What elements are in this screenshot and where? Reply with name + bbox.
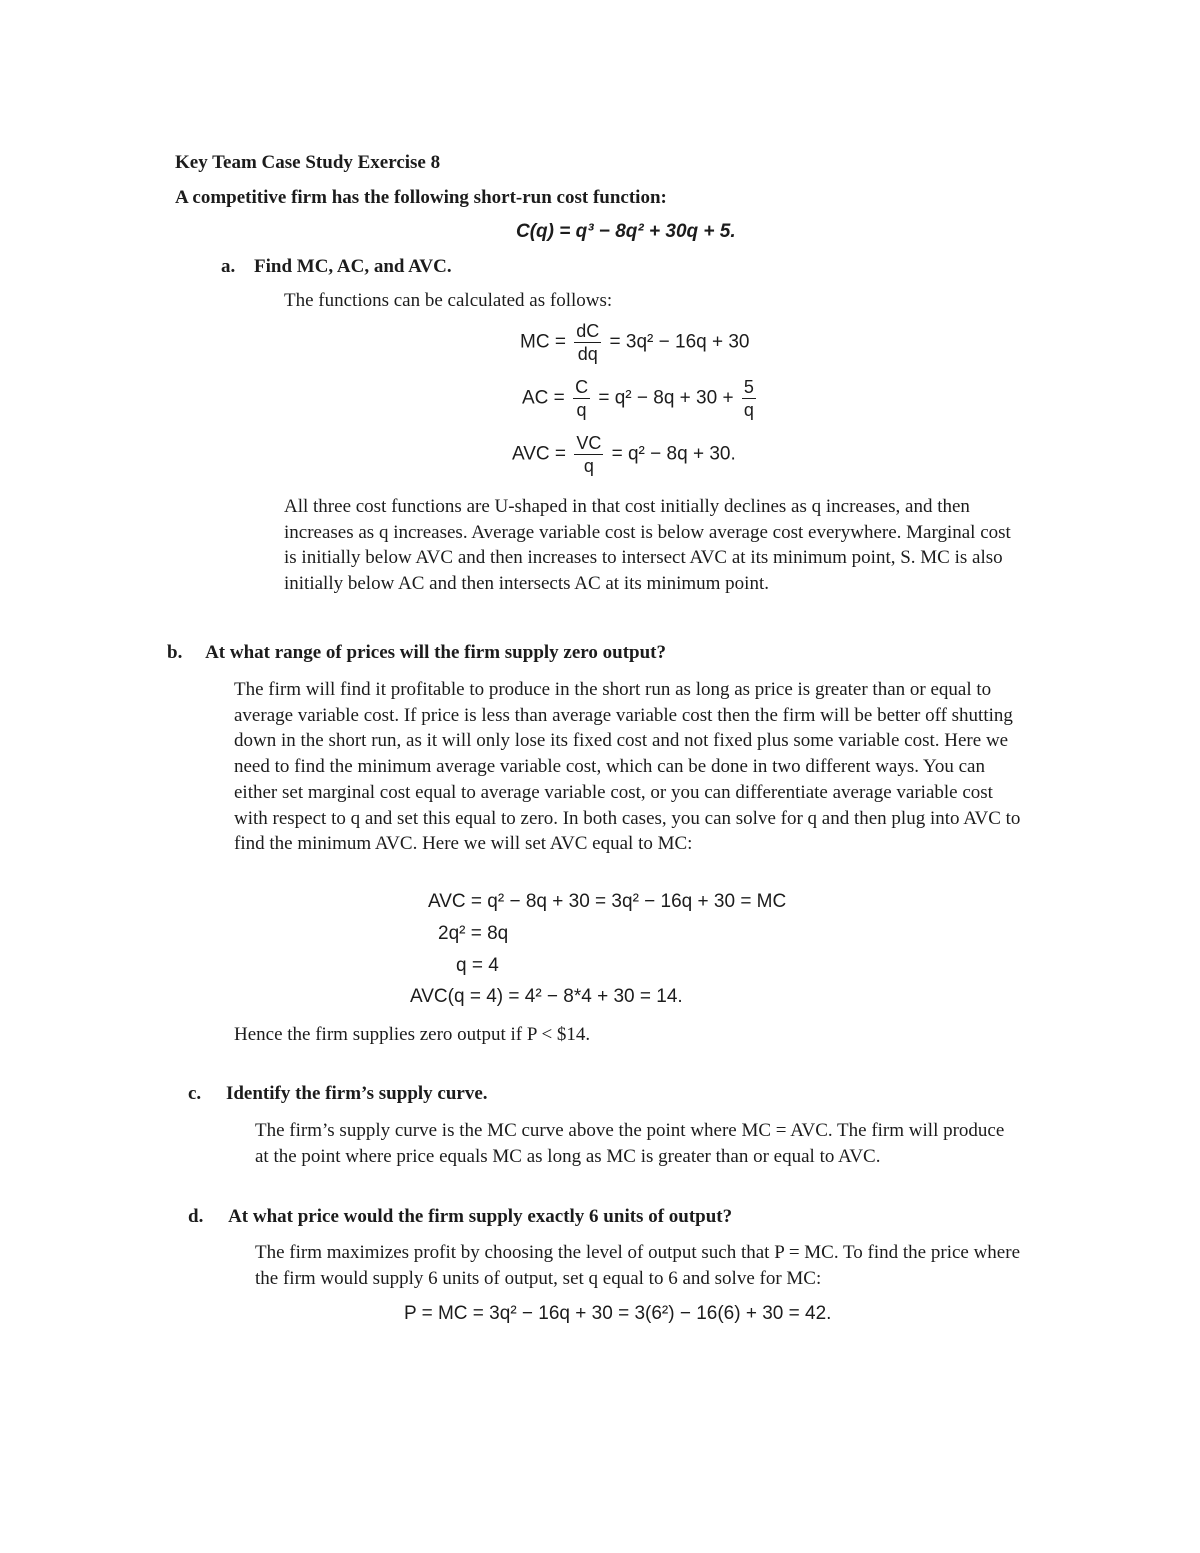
part-b-equation-2: 2q² = 8q	[438, 923, 509, 944]
part-b-equation-4: AVC(q = 4) = 4² − 8*4 + 30 = 14.	[410, 986, 683, 1007]
mc-denominator: dq	[577, 344, 598, 364]
ac-denominator: q	[576, 400, 587, 420]
avc-denominator: q	[583, 456, 594, 476]
part-c-heading	[188, 1083, 488, 1105]
ac-fixed-denominator: q	[743, 400, 754, 420]
ac-fixed-fraction	[742, 376, 756, 421]
ac-numerator: C	[575, 377, 589, 397]
part-b-equation-1: AVC = q² − 8q + 30 = 3q² − 16q + 30 = MC	[428, 891, 787, 912]
part-a-question: Find MC, AC, and AVC.	[254, 256, 452, 277]
avc-lhs: AVC =	[512, 443, 567, 465]
part-a-heading	[221, 256, 452, 278]
avc-fraction	[574, 432, 603, 477]
cost-function-equation: C(q) = q³ − 8q² + 30q + 5.	[516, 221, 736, 242]
ac-fraction	[573, 376, 590, 421]
document-title: Key Team Case Study Exercise 8	[175, 152, 441, 173]
part-a-lead: The functions can be calculated as follows:	[284, 290, 613, 311]
part-a-letter: a.	[221, 256, 236, 277]
ac-middle: = q² − 8q + 30 +	[598, 387, 734, 409]
part-b-conclusion: Hence the firm supplies zero output if P < $14.	[234, 1024, 591, 1045]
intro-text: A competitive firm has the following short-run cost function:	[175, 187, 667, 208]
mc-lhs: MC =	[520, 331, 566, 353]
part-d-question: At what price would the firm supply exactly 6 units of output?	[228, 1206, 733, 1227]
part-d-equation: P = MC = 3q² − 16q + 30 = 3(6²) − 16(6) + 30 = 42.	[404, 1303, 832, 1324]
part-d-letter: d.	[188, 1206, 204, 1227]
part-d-heading	[188, 1206, 732, 1228]
part-b-question: At what range of prices will the firm supply zero output?	[205, 642, 666, 663]
part-b-heading	[167, 642, 666, 664]
part-c-question: Identify the firm’s supply curve.	[225, 1083, 488, 1104]
avc-rhs: = q² − 8q + 30.	[611, 443, 736, 465]
part-d-explanation: The firm maximizes profit by choosing the level of output such that P = MC. To find the price where the firm would supply 6 units of output, set q equal to 6 and solve for MC:	[255, 1242, 1021, 1289]
mc-equation	[520, 320, 750, 365]
ac-fixed-numerator: 5	[743, 377, 754, 397]
part-c-letter: c.	[188, 1083, 202, 1104]
part-b-letter: b.	[167, 642, 183, 663]
avc-numerator: VC	[576, 433, 602, 453]
mc-fraction	[574, 320, 601, 365]
avc-equation	[512, 432, 736, 477]
part-b-explanation: The firm will find it profitable to produce in the short run as long as price is greater than or equal to average variable cost. If price is less than average variable cost then the firm will be better off shutting down in the short run, as it will only lose its fixed cost and not fixed plus some variable cost. Here we need to find the minimum average variable cost, which can be done in two different ways. You can either set marginal cost equal to average variable cost, or you can differentiate average variable cost with respect to q and set this equal to zero. In both cases, you can solve for q and then plug into AVC to find the minimum AVC. Here we will set AVC equal to MC:	[234, 679, 1021, 855]
ac-lhs: AC =	[522, 387, 565, 409]
part-b-equation-3: q = 4	[456, 955, 499, 976]
ac-equation	[522, 376, 759, 421]
part-c-explanation: The firm’s supply curve is the MC curve above the point where MC = AVC. The firm will produce at the point where price equals MC as long as MC is greater than or equal to AVC.	[255, 1120, 1005, 1167]
mc-rhs: = 3q² − 16q + 30	[609, 331, 750, 353]
mc-numerator: dC	[576, 321, 600, 341]
part-a-explanation: All three cost functions are U-shaped in that cost initially declines as q increases, and then increases as q increases. Average variable cost is below average cost everywhere. Marginal cost is initially below AVC and then increases to intersect AVC at its minimum point, S. MC is also initially below AC and then intersects AC at its minimum point.	[284, 496, 1011, 595]
